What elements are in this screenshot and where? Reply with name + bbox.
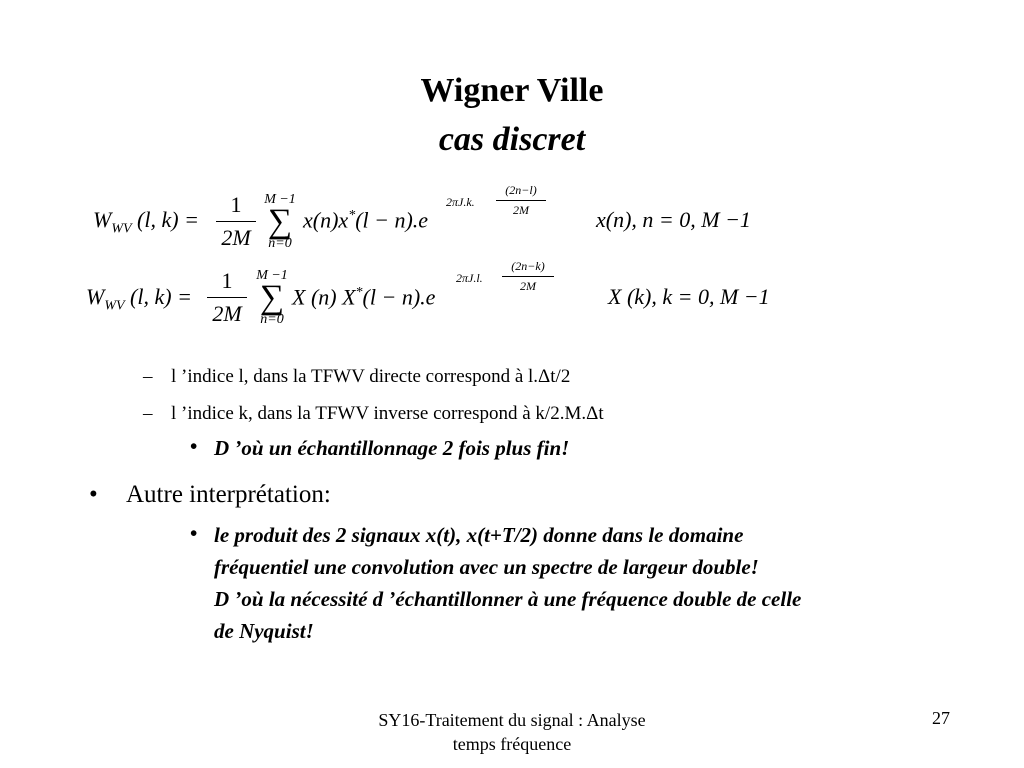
- eq1-frac-den: 2M: [221, 225, 251, 250]
- eq1-lhs-args: (l, k) =: [137, 207, 199, 232]
- sub-bullet-line: le produit des 2 signaux x(t), x(t+T/2) donne dans le domaine: [214, 523, 744, 547]
- slide-subtitle: cas discret: [438, 121, 586, 158]
- list-item-text: l ’indice k, dans la TFWV inverse correspond à k/2.M.Δt: [171, 403, 604, 424]
- eq1-exp-num: (2n−l): [505, 183, 537, 197]
- eq2-sum: [250, 268, 294, 328]
- eq2-exponent: [456, 259, 566, 299]
- sub-bullet-line: fréquentiel une convolution avec un spectre de largeur double!: [214, 555, 759, 579]
- eq1-body: x(n)x: [303, 207, 349, 233]
- sub-bullet-text: D ’où un échantillonnage 2 fois plus fin!: [214, 436, 570, 460]
- eq2-exp-prefix: 2πJ.l.: [456, 271, 483, 285]
- sum-sign-icon: ∑: [259, 279, 285, 316]
- bullet-marker: •: [89, 481, 98, 508]
- sub-bullet-text: [214, 519, 954, 647]
- eq1-lhs-sub: WV: [111, 221, 132, 237]
- eq2-fraction: [207, 268, 247, 327]
- eq2-lhs-args: (l, k) =: [130, 284, 192, 309]
- eq1-sum-upper: M −1: [264, 192, 296, 207]
- slide-title: Wigner Ville: [420, 72, 604, 109]
- eq2-lhs-sub: WV: [104, 298, 125, 314]
- eq1-body-tail: (l − n).e: [355, 207, 429, 233]
- eq2-sum-lower: n=0: [260, 312, 284, 327]
- bullet-marker: •: [190, 521, 198, 545]
- page-number: 27: [932, 708, 950, 728]
- list-item-text: l ’indice l, dans la TFWV directe correspond à l.Δt/2: [171, 366, 571, 387]
- footer-line-2: temps fréquence: [452, 734, 572, 754]
- main-bullet-text: Autre interprétation:: [126, 481, 331, 508]
- eq1-fraction: [216, 192, 256, 251]
- eq2-condition: X (k), k = 0, M −1: [608, 284, 770, 309]
- eq2-body-sup: *: [355, 285, 363, 300]
- eq2-body: X (n) X: [292, 284, 356, 310]
- dash-marker: –: [143, 366, 153, 387]
- sum-sign-icon: ∑: [267, 203, 293, 240]
- eq1-exp-den: 2M: [513, 203, 529, 217]
- eq1-sum-lower: n=0: [268, 236, 292, 251]
- eq1-condition: x(n), n = 0, M −1: [596, 207, 751, 232]
- eq2-exp-den: 2M: [520, 279, 536, 293]
- eq2-sum-upper: M −1: [256, 268, 288, 283]
- eq1-sum: [258, 192, 302, 252]
- footer-line-1: SY16-Traitement du signal : Analyse: [378, 710, 646, 730]
- eq2-lhs: W: [86, 284, 105, 309]
- sub-bullet-line: D ’où la nécessité d ’échantillonner à une fréquence double de celle: [214, 587, 802, 611]
- eq1-body-sup: *: [348, 208, 356, 223]
- eq1-exponent: [446, 183, 556, 223]
- eq1-exp-prefix: 2πJ.k.: [446, 195, 475, 209]
- eq2-frac-den: 2M: [212, 301, 242, 326]
- sub-bullet-line: de Nyquist!: [214, 619, 314, 643]
- eq2-body-tail: (l − n).e: [362, 284, 436, 310]
- dash-marker: –: [143, 403, 153, 424]
- eq2-exp-num: (2n−k): [511, 259, 545, 273]
- eq2-frac-num: 1: [221, 268, 233, 293]
- eq1-frac-num: 1: [230, 192, 242, 217]
- slide-footer: [352, 708, 672, 756]
- bullet-marker: •: [190, 434, 198, 458]
- eq1-lhs: W: [93, 207, 112, 232]
